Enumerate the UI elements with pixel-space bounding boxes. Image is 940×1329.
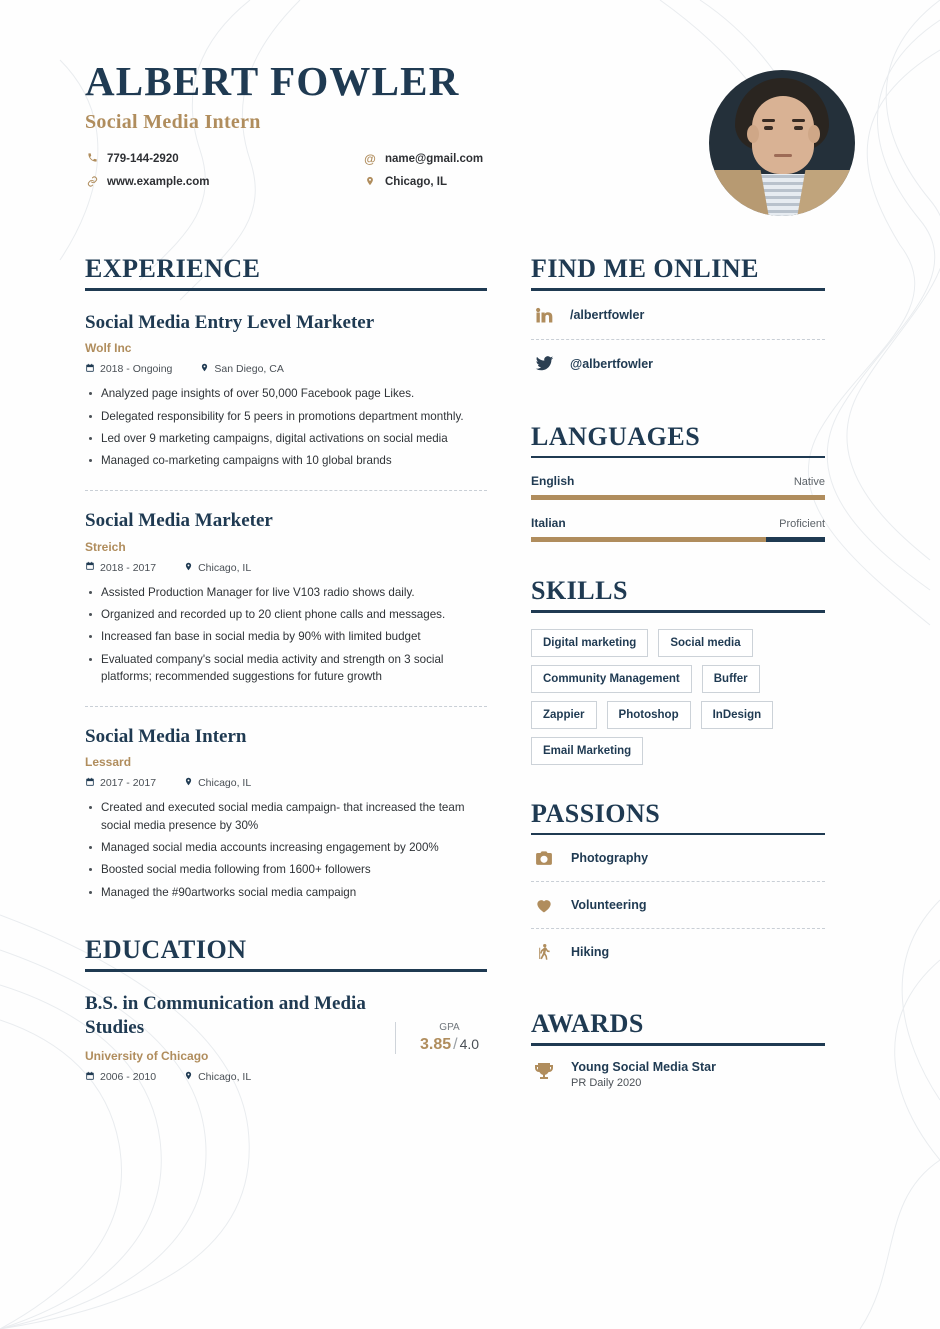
job-dates [85, 561, 156, 575]
section-title-experience: EXPERIENCE [85, 254, 261, 283]
job-company: Wolf Inc [85, 341, 132, 356]
gpa-max: 4.0 [459, 1035, 480, 1052]
passion-item [531, 882, 825, 929]
section-skills [531, 576, 825, 765]
award-title: Young Social Media Star [571, 1059, 716, 1074]
list-item: Managed social media accounts increasing engagement by 200% [85, 839, 487, 856]
section-education [85, 935, 487, 1084]
section-title-passions: PASSIONS [531, 798, 661, 828]
section-title-find-me-online: FIND ME ONLINE [531, 254, 760, 283]
section-find-me-online [531, 254, 825, 388]
section-title-skills: SKILLS [531, 576, 628, 605]
skill-tag: Email Marketing [531, 737, 643, 765]
location-icon [184, 561, 193, 575]
link-icon [85, 176, 99, 189]
job-dates-value: 2018 - Ongoing [100, 363, 173, 376]
job-dates-value: 2017 - 2017 [100, 777, 157, 790]
education-location-value: Chicago, IL [198, 1071, 252, 1084]
education-school: University of Chicago [85, 1049, 209, 1064]
gpa-separator: / [453, 1035, 458, 1053]
passion-item [531, 929, 825, 975]
education-item [85, 992, 487, 1084]
list-item: Increased fan base in social media by 90% with limited budget [85, 628, 487, 645]
section-experience [85, 254, 487, 901]
language-level: Proficient [779, 518, 825, 530]
job-location-value: San Diego, CA [214, 363, 284, 376]
award-subtitle: PR Daily 2020 [571, 1076, 642, 1089]
skill-tag: Buffer [702, 665, 760, 693]
job-meta [85, 776, 487, 790]
language-item [531, 474, 825, 500]
skill-list [531, 629, 825, 765]
skill-tag: Zappier [531, 701, 597, 729]
calendar-icon [85, 363, 95, 376]
language-name: Italian [531, 516, 566, 530]
education-dates [85, 1070, 156, 1084]
job-location-value: Chicago, IL [198, 561, 252, 574]
job-bullets [85, 385, 487, 470]
job-company: Streich [85, 539, 126, 554]
gpa-value: 3.85 [419, 1035, 452, 1053]
job-dates [85, 776, 156, 790]
contact-phone-value: 779-144-2920 [107, 152, 179, 165]
education-meta [85, 1070, 377, 1084]
contact-phone[interactable] [85, 152, 363, 165]
list-item: Assisted Production Manager for live V103 radio shows daily. [85, 584, 487, 601]
contact-email[interactable] [363, 152, 625, 165]
job-meta [85, 362, 487, 376]
list-item: Delegated responsibility for 5 peers in promotions department monthly. [85, 408, 487, 425]
online-item-linkedin[interactable] [531, 291, 825, 340]
page-title: ALBERT FOWLER [85, 58, 460, 104]
list-item: Analyzed page insights of over 50,000 Facebook page Likes. [85, 385, 487, 402]
calendar-icon [85, 777, 95, 790]
section-title-awards: AWARDS [531, 1009, 644, 1038]
contact-website[interactable] [85, 175, 363, 189]
experience-item [85, 490, 487, 686]
contact-location[interactable] [363, 175, 625, 189]
section-awards [531, 1009, 825, 1089]
language-name: English [531, 474, 575, 488]
section-languages [531, 422, 825, 543]
language-progress [531, 495, 825, 500]
experience-item [85, 311, 487, 470]
job-bullets [85, 584, 487, 686]
section-title-languages: LANGUAGES [531, 421, 701, 451]
contact-location-value: Chicago, IL [385, 176, 447, 189]
passion-label: Volunteering [571, 898, 647, 912]
calendar-icon [85, 1071, 95, 1084]
gpa-value-row [412, 1036, 487, 1054]
language-item [531, 516, 825, 542]
language-level: Native [793, 476, 825, 488]
job-role: Social Media Intern [85, 725, 247, 747]
skill-tag: Social media [658, 629, 752, 657]
skill-tag: InDesign [701, 701, 774, 729]
divider [531, 456, 825, 459]
passion-label: Hiking [571, 945, 610, 959]
language-progress [531, 537, 825, 542]
list-item: Led over 9 marketing campaigns, digital activations on social media [85, 430, 487, 447]
experience-item [85, 706, 487, 902]
avatar [709, 70, 855, 216]
job-location [200, 362, 283, 376]
job-role: Social Media Marketer [85, 509, 273, 531]
education-degree: B.S. in Communication and Media Studies [85, 992, 366, 1039]
job-dates [85, 362, 172, 376]
job-bullets [85, 799, 487, 901]
list-item: Evaluated company's social media activity and strength on 3 social platforms; recommended suggestions for future growth [85, 651, 487, 686]
passion-item [531, 835, 825, 882]
job-dates-value: 2018 - 2017 [100, 561, 157, 574]
resume-header [85, 60, 855, 220]
online-item-label: /albertfowler [570, 307, 645, 322]
twitter-icon [531, 353, 557, 375]
award-item [531, 1046, 825, 1089]
sidebar-column [531, 254, 825, 1123]
section-passions [531, 799, 825, 976]
trophy-icon [531, 1060, 557, 1084]
heart-icon [531, 893, 557, 917]
job-company: Lessard [85, 755, 132, 770]
list-item: Managed co-marketing campaigns with 10 global brands [85, 452, 487, 469]
job-meta [85, 561, 487, 575]
education-location [184, 1070, 251, 1084]
skill-tag: Photoshop [607, 701, 691, 729]
location-icon [184, 776, 193, 790]
section-title-education: EDUCATION [85, 935, 247, 965]
online-item-label: @albertfowler [570, 356, 654, 371]
online-item-twitter[interactable] [531, 340, 825, 388]
list-item: Boosted social media following from 1600+ followers [85, 861, 487, 878]
contact-website-value: www.example.com [107, 176, 210, 189]
divider [531, 610, 825, 613]
location-icon [200, 362, 209, 376]
job-role: Social Media Entry Level Marketer [85, 311, 375, 333]
list-item: Managed the #90artworks social media campaign [85, 884, 487, 901]
hiking-icon [531, 940, 557, 964]
job-location-value: Chicago, IL [198, 777, 252, 790]
main-column [85, 254, 517, 1123]
passion-label: Photography [571, 851, 649, 865]
job-location [184, 561, 251, 575]
location-icon [184, 1070, 193, 1084]
camera-icon [531, 846, 557, 870]
skill-tag: Community Management [531, 665, 692, 693]
gpa-box [395, 1022, 487, 1054]
job-title: Social Media Intern [85, 111, 261, 134]
job-location [184, 776, 251, 790]
gpa-label: GPA [439, 1021, 460, 1033]
contact-list [85, 152, 625, 189]
list-item: Organized and recorded up to 20 client phone calls and messages. [85, 606, 487, 623]
skill-tag: Digital marketing [531, 629, 648, 657]
email-icon: @ [364, 151, 376, 166]
location-icon [363, 175, 377, 189]
education-dates-value: 2006 - 2010 [100, 1071, 157, 1084]
divider [85, 288, 487, 291]
linkedin-icon [531, 304, 557, 326]
contact-email-value: name@gmail.com [385, 152, 484, 165]
divider [85, 969, 487, 972]
phone-icon [85, 152, 99, 165]
calendar-icon [85, 561, 95, 574]
list-item: Created and executed social media campaign- that increased the team social media presence by 30% [85, 799, 487, 834]
